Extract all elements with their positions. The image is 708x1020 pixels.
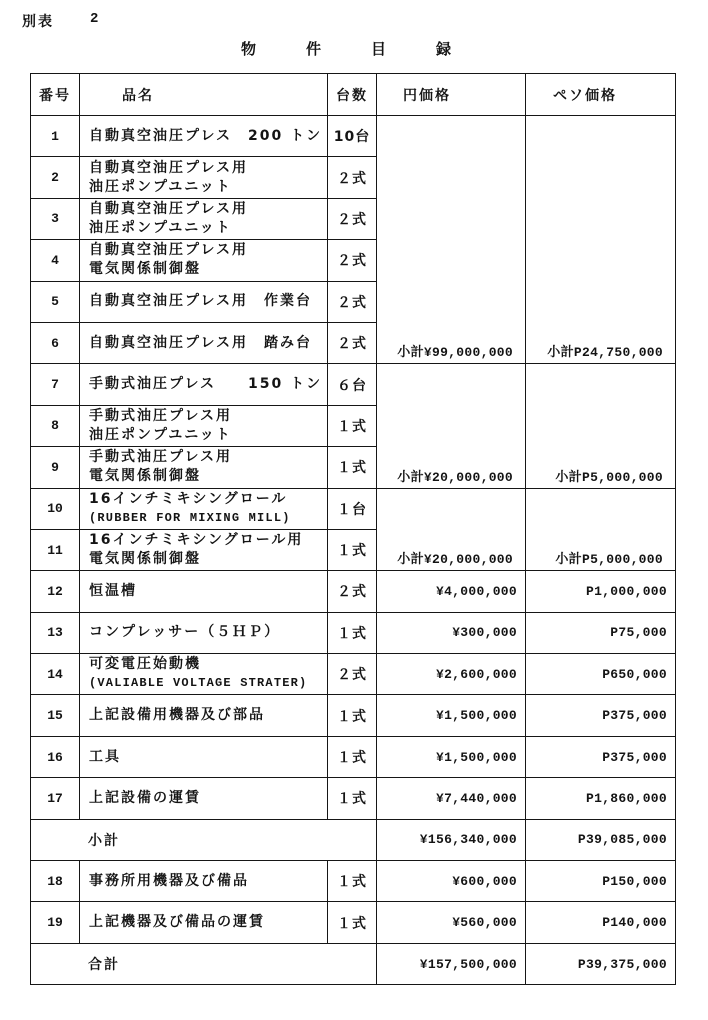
item-quantity: ２式 bbox=[328, 654, 377, 695]
item-name bbox=[80, 157, 328, 198]
item-name-line: 手動式油圧プレス用 bbox=[89, 407, 233, 424]
group-yen-cell bbox=[377, 488, 526, 571]
item-peso-price: P1,860,000 bbox=[526, 778, 676, 819]
group-peso-cell bbox=[526, 488, 676, 571]
item-name-line: 自動真空油圧プレス用 作業台 bbox=[89, 293, 313, 310]
group-yen-cell bbox=[377, 364, 526, 488]
item-name bbox=[80, 322, 328, 363]
item-quantity: ２式 bbox=[328, 571, 377, 612]
item-name-line: 電気関係制御盤 bbox=[89, 551, 201, 568]
column-header-item-name: 品名 bbox=[80, 74, 328, 116]
item-number: 15 bbox=[31, 695, 80, 736]
column-header-yen-price: 円価格 bbox=[377, 74, 526, 116]
item-yen-price: ¥560,000 bbox=[377, 902, 526, 943]
table-row bbox=[31, 571, 676, 612]
item-name-line: 油圧ポンプユニット bbox=[89, 426, 232, 443]
document-title: 物件目録 bbox=[241, 40, 502, 58]
item-name bbox=[80, 778, 328, 819]
item-name-line: 16インチミキシングロール bbox=[89, 490, 288, 507]
item-number: 6 bbox=[31, 322, 80, 363]
total-peso: P39,375,000 bbox=[526, 943, 676, 984]
item-name-line: (VALIABLE VOLTAGE STRATER) bbox=[89, 676, 308, 691]
item-number: 13 bbox=[31, 612, 80, 653]
group-subtotal-peso: 小計P5,000,000 bbox=[555, 552, 663, 568]
item-yen-price: ¥2,600,000 bbox=[377, 654, 526, 695]
item-name-line: 可変電圧始動機 bbox=[89, 656, 201, 673]
item-number: 12 bbox=[31, 571, 80, 612]
item-number: 5 bbox=[31, 281, 80, 322]
item-number: 3 bbox=[31, 198, 80, 239]
table-row bbox=[31, 695, 676, 736]
item-quantity: １式 bbox=[328, 529, 377, 570]
item-name-line: 自動真空油圧プレス用 bbox=[89, 242, 249, 259]
table-row bbox=[31, 488, 676, 529]
item-name-line: 自動真空油圧プレス用 踏み台 bbox=[89, 334, 313, 351]
table-row bbox=[31, 902, 676, 943]
item-name-line: 手動式油圧プレス 150 トン bbox=[89, 376, 323, 393]
group-yen-cell bbox=[377, 116, 526, 364]
item-name-line: 油圧ポンプユニット bbox=[89, 178, 232, 195]
item-name-line: 電気関係制御盤 bbox=[89, 261, 201, 278]
item-number: 8 bbox=[31, 405, 80, 446]
item-number: 14 bbox=[31, 654, 80, 695]
item-peso-price: P650,000 bbox=[526, 654, 676, 695]
item-number: 1 bbox=[31, 116, 80, 157]
item-name bbox=[80, 281, 328, 322]
group-subtotal-peso: 小計P5,000,000 bbox=[555, 469, 663, 485]
item-yen-price: ¥4,000,000 bbox=[377, 571, 526, 612]
item-peso-price: P140,000 bbox=[526, 902, 676, 943]
item-quantity: １式 bbox=[328, 736, 377, 777]
header-row bbox=[31, 74, 676, 116]
total-yen: ¥157,500,000 bbox=[377, 943, 526, 984]
group-peso-cell bbox=[526, 116, 676, 364]
item-name-line: 事務所用機器及び備品 bbox=[89, 872, 249, 889]
subtotal-row bbox=[31, 819, 676, 860]
item-name bbox=[80, 116, 328, 157]
item-number: 19 bbox=[31, 902, 80, 943]
item-name-line: 恒温槽 bbox=[89, 582, 137, 599]
item-name bbox=[80, 529, 328, 570]
total-row bbox=[31, 943, 676, 984]
item-number: 11 bbox=[31, 529, 80, 570]
item-name bbox=[80, 861, 328, 902]
item-yen-price: ¥1,500,000 bbox=[377, 695, 526, 736]
subtotal-yen: ¥156,340,000 bbox=[377, 819, 526, 860]
group-subtotal-yen: 小計¥20,000,000 bbox=[397, 552, 513, 568]
item-name bbox=[80, 240, 328, 281]
item-name-line: 油圧ポンプユニット bbox=[89, 219, 232, 236]
item-name bbox=[80, 447, 328, 488]
item-quantity: ２式 bbox=[328, 157, 377, 198]
item-name-line: 電気関係制御盤 bbox=[89, 468, 201, 485]
group-subtotal-yen: 小計¥20,000,000 bbox=[397, 469, 513, 485]
item-name bbox=[80, 364, 328, 405]
item-name bbox=[80, 198, 328, 239]
item-quantity: ２式 bbox=[328, 322, 377, 363]
item-number: 7 bbox=[31, 364, 80, 405]
item-number: 16 bbox=[31, 736, 80, 777]
group-subtotal-yen: 小計¥99,000,000 bbox=[397, 345, 513, 361]
property-list-table bbox=[30, 73, 676, 985]
item-name-line: 自動真空油圧プレス用 bbox=[89, 159, 249, 176]
item-peso-price: P150,000 bbox=[526, 861, 676, 902]
item-yen-price: ¥300,000 bbox=[377, 612, 526, 653]
item-quantity: １台 bbox=[328, 488, 377, 529]
table-row bbox=[31, 364, 676, 405]
item-number: 9 bbox=[31, 447, 80, 488]
item-name bbox=[80, 571, 328, 612]
item-name-line: コンプレッサー（５ＨＰ） bbox=[89, 624, 281, 641]
item-name-line: 上記設備用機器及び部品 bbox=[89, 707, 265, 724]
item-name bbox=[80, 488, 328, 529]
item-quantity: １式 bbox=[328, 447, 377, 488]
table-row bbox=[31, 116, 676, 157]
item-name bbox=[80, 405, 328, 446]
subtotal-label: 小計 bbox=[31, 819, 377, 860]
item-quantity: １式 bbox=[328, 861, 377, 902]
column-header-quantity: 台数 bbox=[328, 74, 377, 116]
table-row bbox=[31, 861, 676, 902]
item-name-line: (RUBBER FOR MIXING MILL) bbox=[89, 510, 291, 525]
item-peso-price: P375,000 bbox=[526, 736, 676, 777]
item-peso-price: P375,000 bbox=[526, 695, 676, 736]
item-name-line: 上記機器及び備品の運賃 bbox=[89, 914, 265, 931]
item-number: 17 bbox=[31, 778, 80, 819]
item-name-line: 16インチミキシングロール用 bbox=[89, 532, 304, 549]
item-number: 4 bbox=[31, 240, 80, 281]
item-quantity: ６台 bbox=[328, 364, 377, 405]
subtotal-peso: P39,085,000 bbox=[526, 819, 676, 860]
total-label: 合計 bbox=[31, 943, 377, 984]
item-yen-price: ¥1,500,000 bbox=[377, 736, 526, 777]
group-peso-cell bbox=[526, 364, 676, 488]
column-header-number: 番号 bbox=[31, 74, 80, 116]
annex-number: 2 bbox=[90, 11, 99, 27]
item-name-line: 上記設備の運賃 bbox=[89, 789, 201, 806]
item-name bbox=[80, 695, 328, 736]
table-body bbox=[31, 74, 676, 985]
item-name-line: 自動真空油圧プレス 200 トン bbox=[89, 127, 323, 144]
item-peso-price: P75,000 bbox=[526, 612, 676, 653]
item-name bbox=[80, 612, 328, 653]
item-number: 2 bbox=[31, 157, 80, 198]
item-number: 10 bbox=[31, 488, 80, 529]
item-quantity: １式 bbox=[328, 612, 377, 653]
item-quantity: １式 bbox=[328, 695, 377, 736]
column-header-peso-price: ペソ価格 bbox=[526, 74, 676, 116]
item-quantity: ２式 bbox=[328, 281, 377, 322]
item-peso-price: P1,000,000 bbox=[526, 571, 676, 612]
item-quantity: １式 bbox=[328, 902, 377, 943]
item-number: 18 bbox=[31, 861, 80, 902]
item-name-line: 自動真空油圧プレス用 bbox=[89, 200, 249, 217]
item-name bbox=[80, 902, 328, 943]
group-subtotal-peso: 小計P24,750,000 bbox=[547, 345, 663, 361]
annex-label: 別表 bbox=[22, 14, 54, 30]
item-name bbox=[80, 654, 328, 695]
item-name-line: 手動式油圧プレス用 bbox=[89, 449, 233, 466]
item-quantity: １式 bbox=[328, 778, 377, 819]
item-name bbox=[80, 736, 328, 777]
table-row bbox=[31, 736, 676, 777]
item-quantity: ２式 bbox=[328, 198, 377, 239]
item-quantity: １式 bbox=[328, 405, 377, 446]
item-yen-price: ¥600,000 bbox=[377, 861, 526, 902]
item-yen-price: ¥7,440,000 bbox=[377, 778, 526, 819]
table-row bbox=[31, 654, 676, 695]
table-row bbox=[31, 778, 676, 819]
table-row bbox=[31, 612, 676, 653]
item-quantity: 10台 bbox=[328, 116, 377, 157]
item-quantity: ２式 bbox=[328, 240, 377, 281]
item-name-line: 工具 bbox=[89, 748, 121, 765]
